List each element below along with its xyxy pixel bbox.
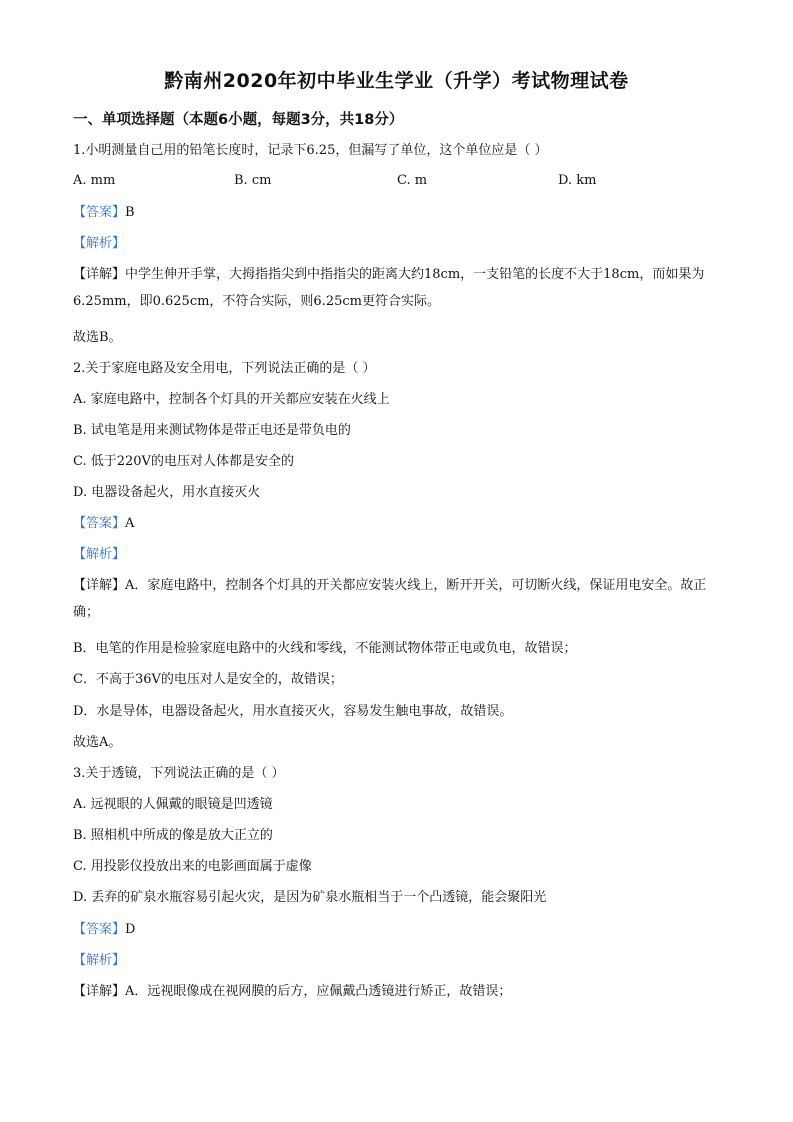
q2-option-a: A. 家庭电路中，控制各个灯具的开关都应安装在火线上 xyxy=(73,392,390,407)
page-title: 黔南州2020年初中毕业生学业（升学）考试物理试卷 xyxy=(164,70,629,92)
q1-option-d: D. km xyxy=(558,173,597,188)
detail-text: A．远视眼像成在视网膜的后方，应佩戴凸透镜进行矫正，故错误； xyxy=(125,984,512,999)
q2-detail xyxy=(73,572,721,626)
q2-answer xyxy=(73,515,134,533)
q2-analysis-tag: 【解析】 xyxy=(73,547,126,562)
q1-option-a: A. mm xyxy=(73,173,116,188)
answer-tag: 【答案】 xyxy=(73,922,126,937)
q1-answer xyxy=(73,204,135,222)
answer-value: D xyxy=(125,922,136,937)
q3-option-c: C. 用投影仪投放出来的电影画面属于虚像 xyxy=(73,859,312,874)
q1-conclusion: 故选B。 xyxy=(73,330,122,345)
section-heading: 一、单项选择题（本题6小题，每题3分，共18分） xyxy=(73,112,404,128)
detail-text: 中学生伸开手掌，大拇指指尖到中指指尖的距离大约18cm，一支铅笔的长度不大于18cm，而如果为6.25mm，即0.625cm，不符合实际，则6.25cm更符合实际。 xyxy=(73,267,705,309)
q1-analysis-tag: 【解析】 xyxy=(73,236,126,251)
question-3-stem: 3.关于透镜，下列说法正确的是（ ） xyxy=(73,766,285,781)
q3-detail xyxy=(73,983,511,1001)
q1-detail xyxy=(73,261,721,315)
q3-option-b: B. 照相机中所成的像是放大正立的 xyxy=(73,828,273,843)
detail-tag: 【详解】 xyxy=(73,984,126,999)
q2-option-d: D. 电器设备起火，用水直接灭火 xyxy=(73,485,261,500)
answer-value: B xyxy=(125,205,135,220)
q1-option-c: C. m xyxy=(397,173,428,188)
q2-option-b: B. 试电笔是用来测试物体是带正电还是带负电的 xyxy=(73,423,351,438)
q2-explain-c: C．不高于36V的电压对人是安全的，故错误； xyxy=(73,672,343,687)
question-1-stem: 1.小明测量自己用的铅笔长度时，记录下6.25，但漏写了单位，这个单位应是（ ） xyxy=(73,143,548,158)
detail-text: A．家庭电路中，控制各个灯具的开关都应安装火线上，断开开关，可切断火线，保证用电安全。故正确； xyxy=(73,578,707,620)
answer-value: A xyxy=(125,516,135,531)
q2-explain-b: B．电笔的作用是检验家庭电路中的火线和零线，不能测试物体带正电或负电，故错误； xyxy=(73,641,577,656)
q2-option-c: C. 低于220V的电压对人体都是安全的 xyxy=(73,454,294,469)
q3-analysis-tag: 【解析】 xyxy=(73,953,126,968)
answer-tag: 【答案】 xyxy=(73,516,126,531)
detail-tag: 【详解】 xyxy=(73,578,126,593)
question-2-stem: 2.关于家庭电路及安全用电，下列说法正确的是（ ） xyxy=(73,361,376,376)
q1-option-b: B. cm xyxy=(234,173,272,188)
q2-conclusion: 故选A。 xyxy=(73,735,122,750)
detail-tag: 【详解】 xyxy=(73,267,126,282)
answer-tag: 【答案】 xyxy=(73,205,126,220)
q2-explain-d: D．水是导体，电器设备起火，用水直接灭火，容易发生触电事故，故错误。 xyxy=(73,704,513,719)
q3-answer xyxy=(73,921,135,939)
q3-option-d: D. 丢弃的矿泉水瓶容易引起火灾，是因为矿泉水瓶相当于一个凸透镜，能会聚阳光 xyxy=(73,890,547,905)
q3-option-a: A. 远视眼的人佩戴的眼镜是凹透镜 xyxy=(73,797,273,812)
